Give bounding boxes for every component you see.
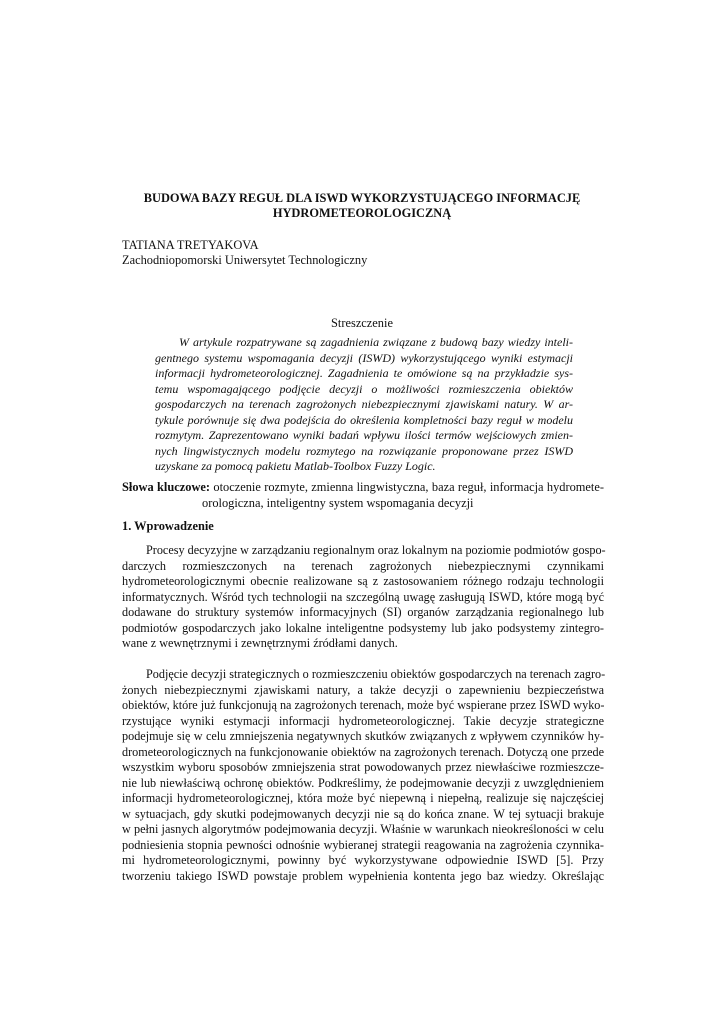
section-heading: 1. Wprowadzenie	[122, 519, 214, 533]
paragraph-line: podniesienia stopnia pewności odnośnie wybieranej strategii reagowania na zagrożenia czynnika-	[122, 837, 604, 852]
abstract-heading: Streszczenie	[331, 316, 393, 330]
keywords-line	[122, 480, 604, 496]
paragraph-line: tworzeniu takiego ISWD powstaje problem wypełnienia kontenta jego baz wiedzy. Określając	[122, 868, 604, 883]
paragraph-line: wane z wewnętrznymi i zewnętrznymi źródłami danych.	[122, 636, 398, 650]
paragraph	[122, 543, 604, 652]
author-affiliation: Zachodniopomorski Uniwersytet Technologiczny	[122, 253, 368, 267]
paragraph-line: żonych niebezpiecznymi zjawiskami natury, a także decyzji o zapewnieniu bezpieczeństwa	[122, 682, 604, 697]
paragraph-line: dodawane do struktury systemów informacyjnych (SI) organów zarządzania regionalnego lub	[122, 605, 604, 619]
title-line: BUDOWA BAZY REGUŁ DLA ISWD WYKORZYSTUJĄCEGO INFORMACJĘ	[143, 191, 581, 205]
keywords-block	[122, 480, 604, 511]
author-name: TATIANA TRETYAKOVA	[122, 238, 259, 252]
keywords-line: orologiczna, inteligentny system wspomagania decyzji	[202, 495, 474, 510]
abstract-text	[155, 335, 573, 475]
paragraph-line: podejmuje się w celu zmniejszenia negatywnych skutków związanych z wpływem czynników hy-	[122, 729, 604, 743]
paragraph-line: w pełni jasnych algorytmów podejmowania decyzji. Właśnie w warunkach nieokreśloności w celu	[122, 822, 604, 836]
paragraph-line: informacji hydrometeorologicznej, która może być niepewną i niepełną, realizuje się najczęściej	[122, 791, 604, 805]
abstract-line: rozmytym. Zaprezentowano wyniki badań wpływu ilości termów wejściowych zmien-	[155, 428, 573, 442]
paragraph-line: obiektów, które już funkcjonują na zagrożonych terenach, może być wspierane przez ISWD wyko-	[122, 698, 605, 712]
abstract-line: temu wspomagającego podjęcie decyzji o możliwości rozmieszczenia obiektów	[155, 381, 573, 396]
abstract-line: uzyskane za pomocą pakietu Matlab-Toolbox Fuzzy Logic.	[155, 459, 436, 473]
title-line: HYDROMETEOROLOGICZNĄ	[272, 206, 452, 220]
paragraph	[122, 667, 604, 884]
abstract-line: gospodarczych na terenach zagrożonych niebezpiecznymi zjawiskami natury. W ar-	[155, 397, 573, 411]
paragraph-line: mi hydrometeorologicznymi, powinny być wykorzystywane odpowiednie ISWD [5]. Przy	[122, 853, 604, 867]
paper-title	[120, 191, 604, 221]
paragraph-line: hydrometeorologicznymi obecnie realizowane są z zastosowaniem różnego rodzaju technologii	[122, 574, 604, 588]
paragraph-line: drometeorologicznych na funkcjonowanie obiektów na zagrożonych terenach. Dotyczą one przede	[122, 744, 604, 759]
paragraph-line: Procesy decyzyjne w zarządzaniu regionalnym oraz lokalnym na poziomie podmiotów gospo-	[146, 543, 606, 557]
paragraph-line: w sytuacjach, gdy skutki podejmowanych decyzji nie są do końca znane. W tej sytuacji brakuje	[122, 806, 604, 821]
paragraph-line: nie lub niewłaściwą ochronę obiektów. Podkreślimy, że podejmowanie decyzji z uwzględnieniem	[122, 775, 604, 790]
paragraph-line: darczych rozmieszczonych na terenach zagrożonych niebezpiecznymi czynnikami	[122, 558, 604, 573]
abstract-line: informacji hydrometeorologicznej. Zagadnienia te omówione są na przykładzie sys-	[155, 366, 573, 380]
abstract-line: W artykule rozpatrywane są zagadnienia związane z budową bazy wiedzy inteli-	[179, 335, 573, 349]
keywords-text: otoczenie rozmyte, zmienna lingwistyczna, baza reguł, informacja hydromete-	[210, 480, 604, 494]
paragraph-line: informatycznych. Wśród tych technologii na szczególną uwagę zasługują ISWD, które mogą być	[122, 589, 604, 604]
paragraph-line: rzystujące wyniki estymacji informacji hydrometeorologicznej. Takie decyzje strategiczne	[122, 713, 604, 728]
paragraph-line: podmiotów gospodarczych jako lokalne inteligentne podsystemy lub jako podsystemy zintegro-	[122, 620, 604, 635]
keywords-label: Słowa kluczowe:	[122, 480, 211, 494]
abstract-line: nych lingwistycznych modelu rozmytego na rozwiązanie proponowane przez ISWD	[155, 443, 573, 458]
paragraph-line: wszystkim wyboru sposobów zmniejszenia strat powodowanych przez niewłaściwe rozmieszcze-	[122, 760, 604, 774]
abstract-line: tykule porównuje się dwa podejścia do określenia kompletności bazy reguł w modelu	[155, 412, 573, 427]
paragraph-line: Podjęcie decyzji strategicznych o rozmieszczeniu obiektów gospodarczych na terenach zagro-	[146, 667, 606, 681]
abstract-line: gentnego systemu wspomagania decyzji (ISWD) wykorzystującego wyniki estymacji	[155, 350, 573, 365]
